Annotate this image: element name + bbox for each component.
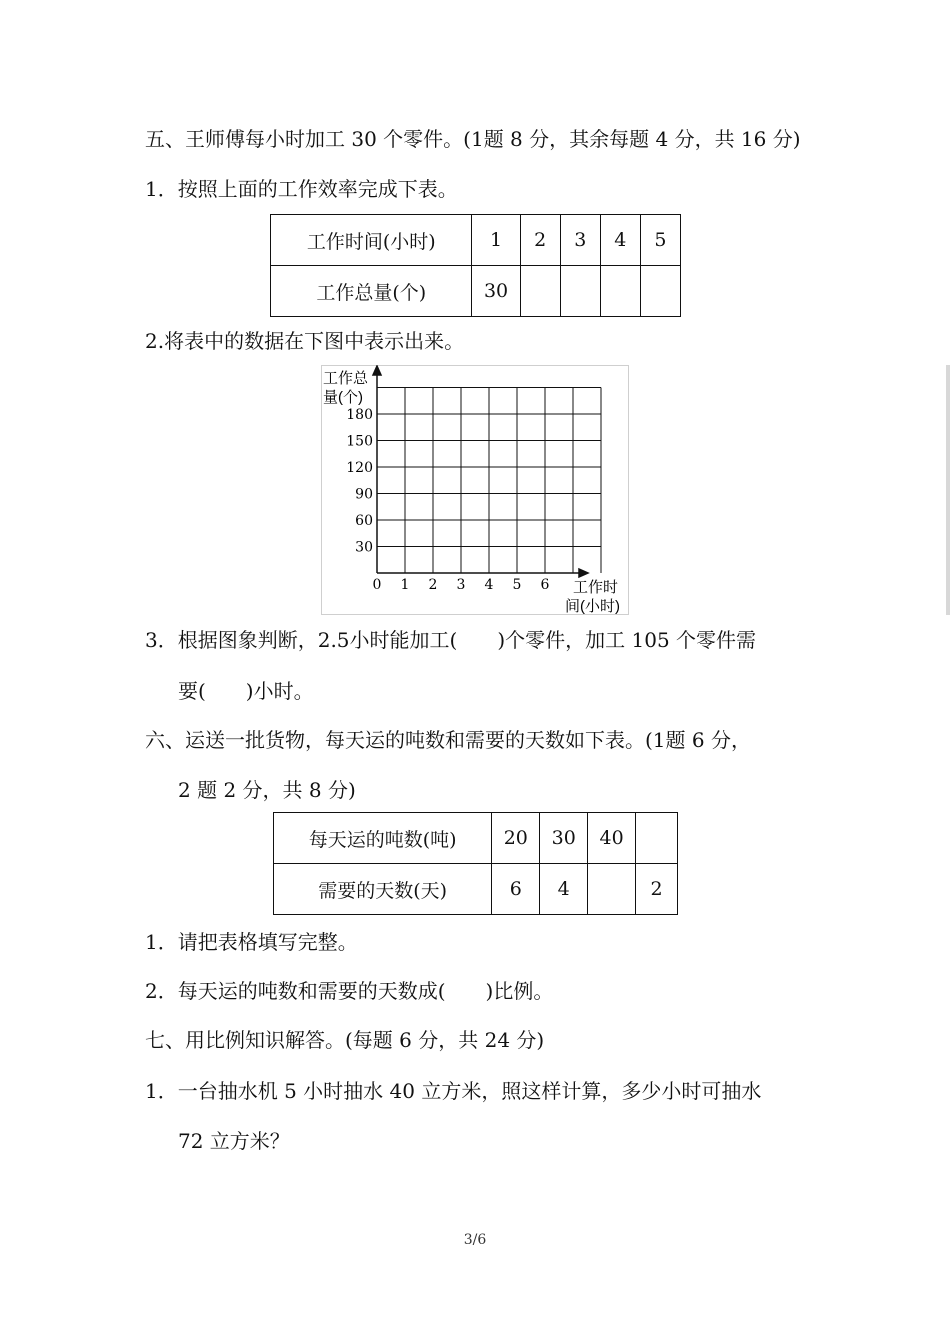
x-tick-label: 4 bbox=[484, 577, 494, 593]
section5-question-3-line2: 要( )小时。 bbox=[178, 679, 314, 703]
table-cell: 2 bbox=[520, 215, 560, 266]
grid-svg bbox=[321, 365, 629, 615]
work-table bbox=[270, 214, 681, 317]
table-header-cell: 工作总量(个) bbox=[271, 266, 472, 317]
section5-question-1: 1．按照上面的工作效率完成下表。 bbox=[145, 177, 458, 201]
y-axis-arrow bbox=[373, 366, 381, 375]
table-cell: 4 bbox=[600, 215, 640, 266]
table-cell bbox=[588, 864, 636, 915]
x-axis-arrow bbox=[579, 569, 588, 577]
page-number: 3/6 bbox=[463, 1232, 487, 1248]
section7-title: 七、用比例知识解答。(每题 6 分，共 24 分) bbox=[145, 1028, 545, 1052]
section7-question-1-line1: 1．一台抽水机 5 小时抽水 40 立方米，照这样计算，多少小时可抽水 bbox=[145, 1079, 762, 1103]
table-row bbox=[271, 215, 681, 266]
table-cell bbox=[520, 266, 560, 317]
table-cell: 40 bbox=[588, 813, 636, 864]
table-cell bbox=[636, 813, 678, 864]
x-tick-label: 0 bbox=[372, 577, 382, 593]
table-cell: 2 bbox=[636, 864, 678, 915]
x-axis-label-line1: 工作时 bbox=[573, 579, 619, 596]
table-cell: 4 bbox=[540, 864, 588, 915]
x-tick-label: 2 bbox=[428, 577, 438, 593]
y-axis-label-line2: 量(个) bbox=[323, 389, 363, 406]
x-axis-label-line2: 间(小时) bbox=[565, 598, 620, 615]
table-row bbox=[274, 864, 678, 915]
y-tick-label: 90 bbox=[355, 486, 373, 503]
section5-question-2: 2.将表中的数据在下图中表示出来。 bbox=[145, 329, 465, 353]
table-row bbox=[274, 813, 678, 864]
section6-title-line1: 六、运送一批货物，每天运的吨数和需要的天数如下表。(1题 6 分， bbox=[145, 728, 751, 752]
table-cell: 20 bbox=[492, 813, 540, 864]
section6-question-1: 1．请把表格填写完整。 bbox=[145, 930, 358, 954]
coordinate-grid bbox=[321, 365, 629, 615]
section5-question-3-line1: 3．根据图象判断，2.5小时能加工( )个零件，加工 105 个零件需 bbox=[145, 628, 757, 652]
transport-table bbox=[273, 812, 678, 915]
table-cell: 30 bbox=[472, 266, 520, 317]
table-header-cell: 工作时间(小时) bbox=[271, 215, 472, 266]
y-tick-label: 60 bbox=[355, 513, 373, 529]
y-axis-label-line1: 工作总 bbox=[323, 370, 369, 387]
section6-title-line2: 2 题 2 分，共 8 分) bbox=[178, 778, 356, 802]
table-cell: 1 bbox=[472, 215, 520, 266]
table-header-cell: 每天运的吨数(吨) bbox=[274, 813, 492, 864]
y-tick-label: 180 bbox=[346, 407, 373, 423]
section6-question-2: 2．每天运的吨数和需要的天数成( )比例。 bbox=[145, 979, 554, 1003]
table-cell bbox=[560, 266, 600, 317]
y-tick-label: 120 bbox=[346, 460, 373, 476]
table-cell bbox=[600, 266, 640, 317]
table-cell: 30 bbox=[540, 813, 588, 864]
x-tick-label: 3 bbox=[456, 577, 466, 593]
table-cell: 5 bbox=[640, 215, 680, 266]
x-tick-label: 1 bbox=[400, 577, 410, 593]
scan-edge bbox=[946, 365, 950, 615]
table-row bbox=[271, 266, 681, 317]
table-cell bbox=[640, 266, 680, 317]
table-cell: 3 bbox=[560, 215, 600, 266]
x-tick-label: 5 bbox=[512, 577, 522, 593]
table-cell: 6 bbox=[492, 864, 540, 915]
section7-question-1-line2: 72 立方米？ bbox=[178, 1129, 290, 1153]
x-tick-label: 6 bbox=[540, 577, 550, 593]
y-tick-label: 30 bbox=[355, 539, 373, 556]
table-header-cell: 需要的天数(天) bbox=[274, 864, 492, 915]
section5-title: 五、王师傅每小时加工 30 个零件。(1题 8 分，其余每题 4 分，共 16 分) bbox=[145, 127, 801, 151]
y-tick-label: 150 bbox=[346, 433, 373, 450]
